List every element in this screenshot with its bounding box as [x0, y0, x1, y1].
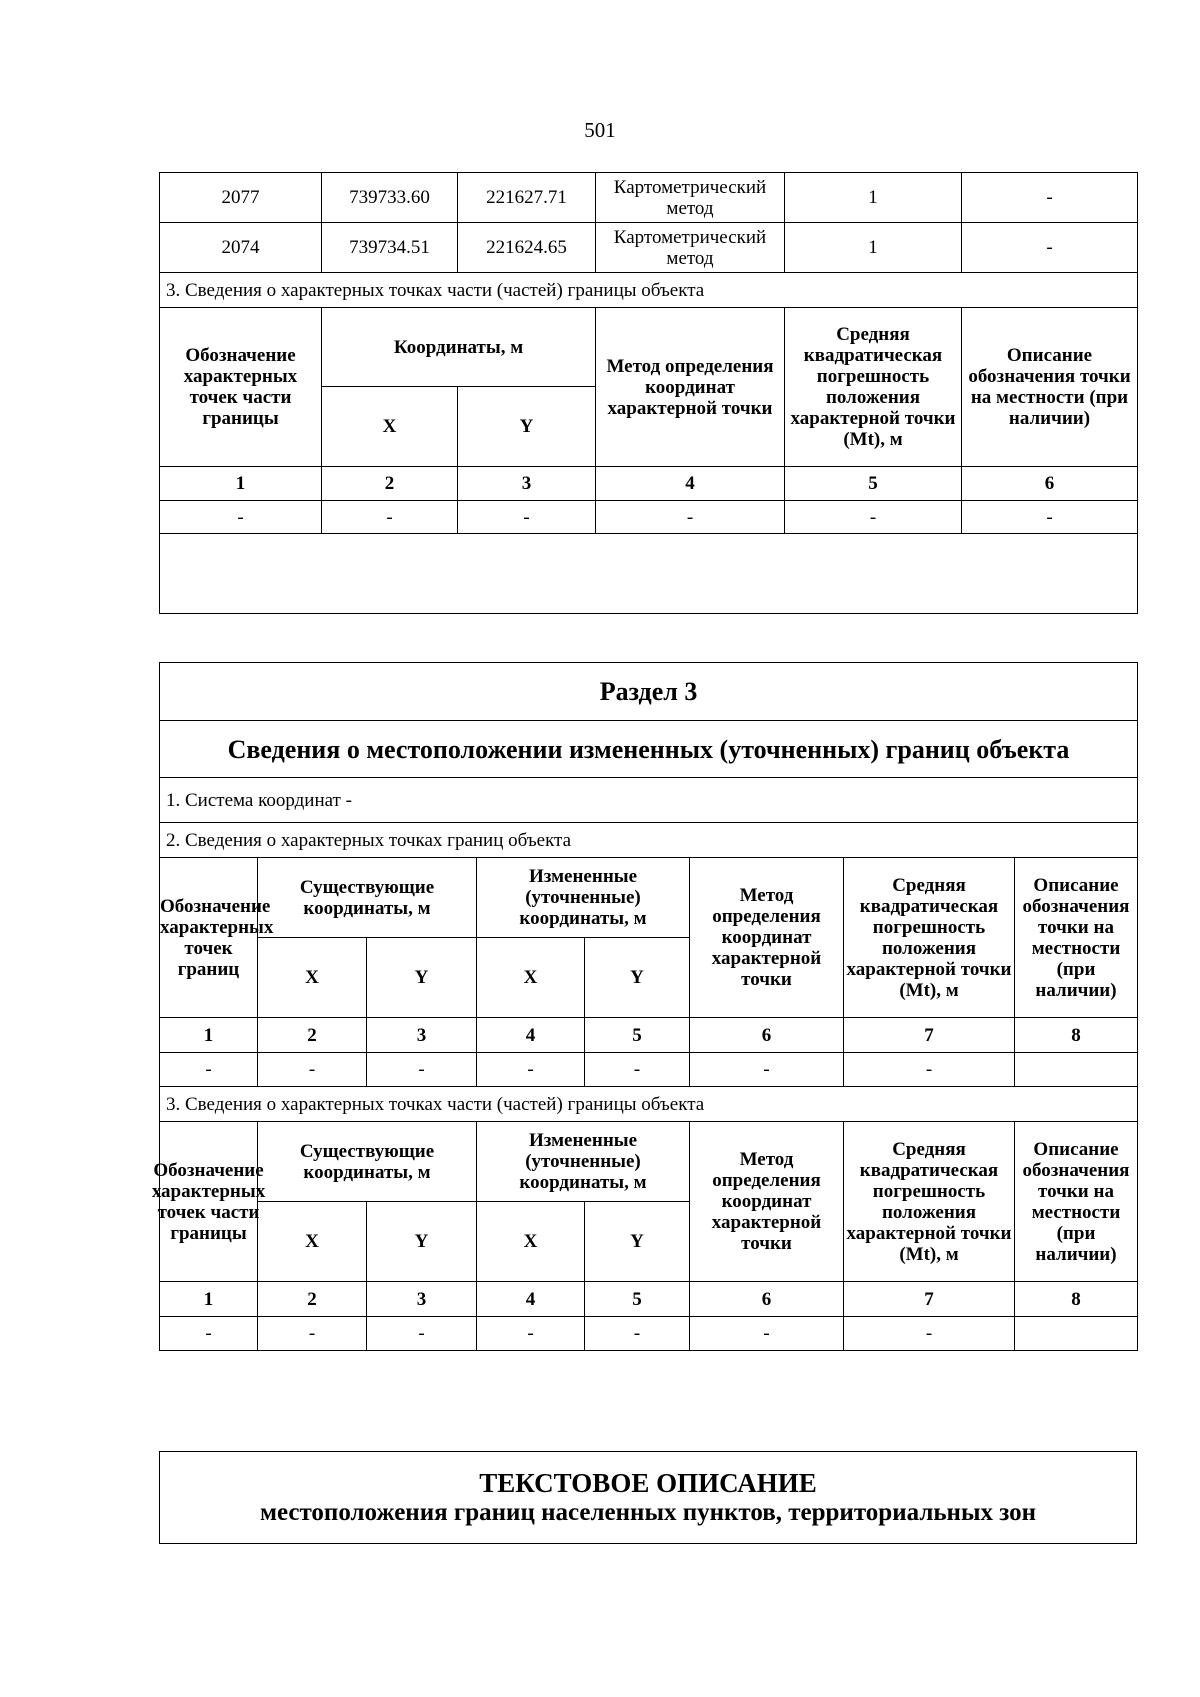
part-title: 3. Сведения о характерных точках части (частей) границы объекта [160, 1087, 1138, 1122]
point-y: 221627.71 [458, 173, 596, 223]
header-designation: Обозначение характерных точек части границы [160, 308, 322, 467]
header-method: Метод определения координат характерной точки [596, 308, 785, 467]
header-y: Y [367, 938, 477, 1018]
empty-cell: - [160, 1053, 258, 1087]
point-x: 739734.51 [322, 223, 458, 273]
subsection-title: 3. Сведения о характерных точках части (частей) границы объекта [160, 273, 1138, 308]
point-id: 2074 [160, 223, 322, 273]
table-row [160, 501, 1138, 534]
column-number: 1 [160, 467, 322, 501]
empty-cell: - [367, 1053, 477, 1087]
header-description: Описание обозначения точки на местности (при наличии) [1015, 1122, 1138, 1282]
column-number: 7 [844, 1282, 1015, 1317]
empty-cell: - [477, 1053, 585, 1087]
empty-cell: - [258, 1053, 367, 1087]
point-description: - [962, 223, 1138, 273]
empty-cell: - [596, 501, 785, 534]
header-accuracy: Средняя квадратическая погрешность положения характерной точки (Mt), м [844, 858, 1015, 1018]
column-number: 8 [1015, 1018, 1138, 1053]
section3-table [151, 662, 1138, 1351]
column-number: 5 [585, 1282, 690, 1317]
column-number: 5 [585, 1018, 690, 1053]
header-designation: Обозначение характерных точек границ [160, 858, 258, 1018]
header-x: X [258, 1202, 367, 1282]
header-y: Y [585, 1202, 690, 1282]
column-numbers-row [160, 467, 1138, 501]
point-accuracy: 1 [785, 223, 962, 273]
empty-cell: - [585, 1317, 690, 1351]
empty-cell: - [160, 501, 322, 534]
point-x: 739733.60 [322, 173, 458, 223]
point-id: 2077 [160, 173, 322, 223]
point-method: Картометрический метод [596, 223, 785, 273]
column-number: 1 [160, 1282, 258, 1317]
column-number: 5 [785, 467, 962, 501]
table-row [160, 1317, 1138, 1351]
header-existing-coordinates: Существующие координаты, м [258, 1122, 477, 1202]
empty-cell: - [258, 1317, 367, 1351]
empty-cell: - [844, 1317, 1015, 1351]
empty-cell: - [585, 1053, 690, 1087]
header-x: X [477, 938, 585, 1018]
header-description: Описание обозначения точки на местности (при наличии) [1015, 858, 1138, 1018]
header-designation-part [151, 1122, 266, 1282]
empty-cell: - [785, 501, 962, 534]
page-number: 501 [584, 118, 616, 142]
header-existing-coordinates: Существующие координаты, м [258, 858, 477, 938]
column-number: 4 [596, 467, 785, 501]
point-accuracy: 1 [785, 173, 962, 223]
coordinates-table [159, 172, 1138, 614]
table-row [160, 1053, 1138, 1087]
header-changed-coordinates: Измененные (уточненные) координаты, м [477, 1122, 690, 1202]
text-description-title: ТЕКСТОВОЕ ОПИСАНИЕ [479, 1467, 817, 1498]
empty-cell: - [160, 1317, 258, 1351]
header-method: Метод определения координат характерной точки [690, 858, 844, 1018]
section-title: Раздел 3 [160, 663, 1138, 721]
column-numbers-row [160, 1282, 1138, 1317]
column-number: 6 [690, 1282, 844, 1317]
header-accuracy: Средняя квадратическая погрешность положения характерной точки (Mt), м [785, 308, 962, 467]
header-x: X [258, 938, 367, 1018]
empty-cell: - [962, 501, 1138, 534]
text-description-box [159, 1451, 1137, 1544]
blank-area [160, 534, 1138, 614]
header-y: Y [367, 1202, 477, 1282]
text-description-cell [160, 1452, 1137, 1544]
empty-cell: - [322, 501, 458, 534]
header-changed-coordinates: Измененные (уточненные) координаты, м [477, 858, 690, 938]
empty-cell: - [458, 501, 596, 534]
empty-cell: - [844, 1053, 1015, 1087]
column-number: 3 [367, 1282, 477, 1317]
column-numbers-row [160, 1018, 1138, 1053]
empty-cell: - [477, 1317, 585, 1351]
header-description: Описание обозначения точки на местности (при наличии) [962, 308, 1138, 467]
point-method: Картометрический метод [596, 173, 785, 223]
column-number: 3 [367, 1018, 477, 1053]
section-subtitle: Сведения о местоположении измененных (уточненных) границ объекта [160, 721, 1138, 778]
point-y: 221624.65 [458, 223, 596, 273]
header-method: Метод определения координат характерной точки [690, 1122, 844, 1282]
column-number: 1 [160, 1018, 258, 1053]
header-y: Y [458, 387, 596, 467]
header-y: Y [585, 938, 690, 1018]
column-number: 2 [322, 467, 458, 501]
header-designation-part-text: Обозначение характерных точек части границы [151, 1159, 266, 1244]
text-description-subtitle: местоположения границ населенных пунктов, территориальных зон [259, 1498, 1037, 1526]
table-row [160, 223, 1138, 273]
column-number: 2 [258, 1282, 367, 1317]
column-number: 2 [258, 1018, 367, 1053]
column-number: 7 [844, 1018, 1015, 1053]
empty-cell [1015, 1053, 1138, 1087]
column-number: 4 [477, 1018, 585, 1053]
header-coordinates: Координаты, м [322, 308, 596, 387]
header-x: X [322, 387, 458, 467]
empty-cell: - [690, 1053, 844, 1087]
empty-cell: - [690, 1317, 844, 1351]
empty-cell: - [367, 1317, 477, 1351]
empty-cell [1015, 1317, 1138, 1351]
column-number: 8 [1015, 1282, 1138, 1317]
column-number: 3 [458, 467, 596, 501]
table-row [160, 173, 1138, 223]
column-number: 4 [477, 1282, 585, 1317]
point-description: - [962, 173, 1138, 223]
coordinate-system: 1. Система координат - [160, 778, 1138, 823]
header-x: X [477, 1202, 585, 1282]
column-number: 6 [962, 467, 1138, 501]
column-number: 6 [690, 1018, 844, 1053]
header-accuracy: Средняя квадратическая погрешность положения характерной точки (Mt), м [844, 1122, 1015, 1282]
points-title: 2. Сведения о характерных точках границ объекта [160, 823, 1138, 858]
